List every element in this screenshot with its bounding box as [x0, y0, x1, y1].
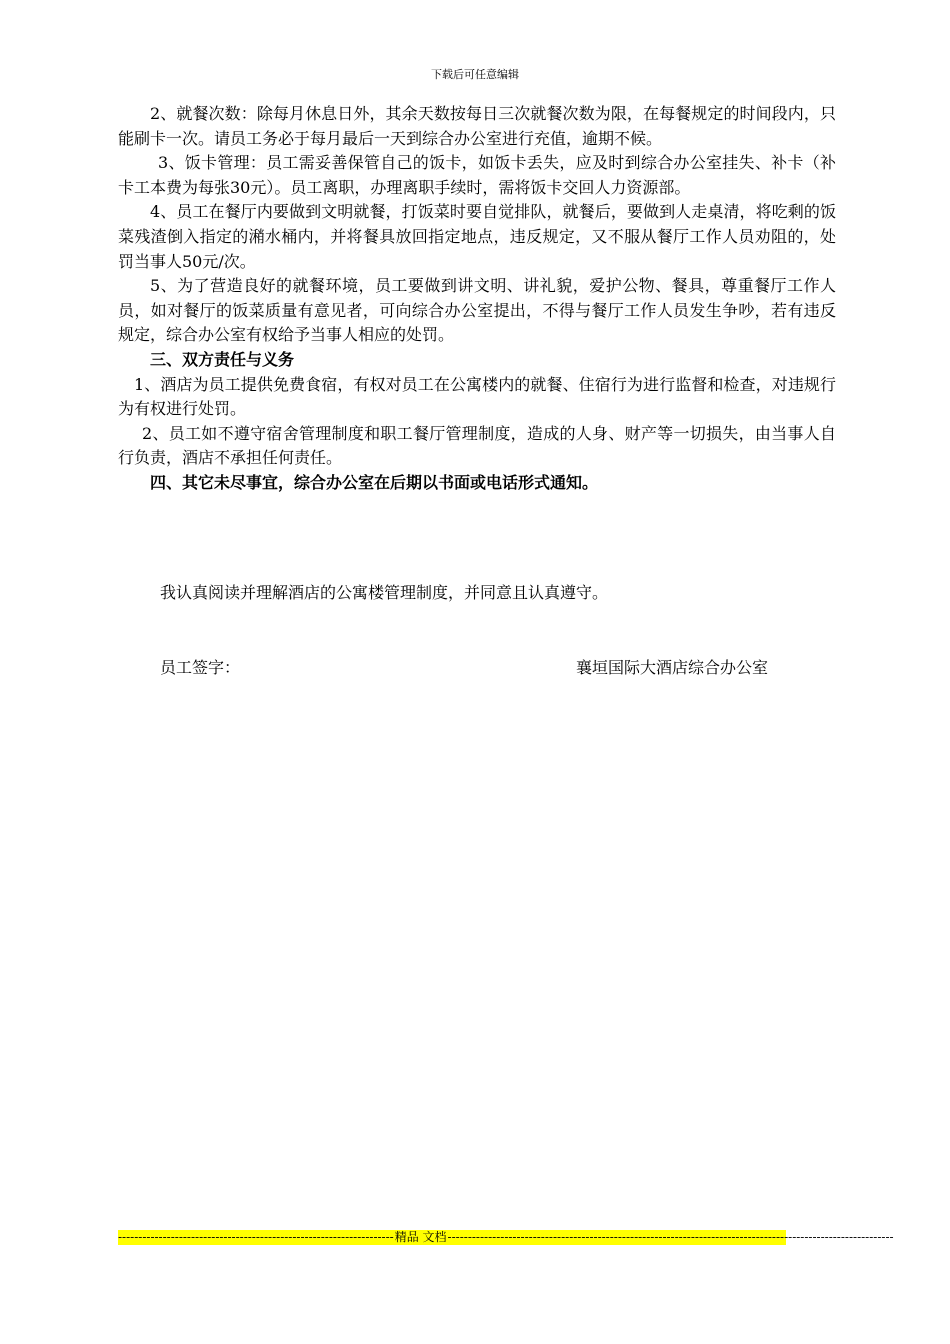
- paragraph-dining-environment: 5、为了营造良好的就餐环境，员工要做到讲文明、讲礼貌，爱护公物、餐具，尊重餐厅工作人员，如对餐厅的饭菜质量有意见者，可向综合办公室提出，不得与餐厅工作人员发生争吵，若有违反规定，综合办公室有权给予当事人相应的处罚。: [118, 276, 836, 345]
- paragraph-employee-duty: 2、员工如不遵守宿舍管理制度和职工餐厅管理制度，造成的人身、财产等一切损失，由当事人自行负责，酒店不承担任何责任。: [118, 423, 836, 468]
- paragraph-dining-conduct: 4、员工在餐厅内要做到文明就餐，打饭菜时要自觉排队，就餐后，要做到人走桌清，将吃剩的饭菜残渣倒入指定的潲水桶内，并将餐具放回指定地点，违反规定，又不服从餐厅工作人员劝阻的，处罚当事人50元/次。: [118, 202, 836, 271]
- paragraph-meal-count: 2、就餐次数：除每月休息日外，其余天数按每日三次就餐次数为限，在每餐规定的时间段内，只能刷卡一次。请员工务必于每月最后一天到综合办公室进行充值，逾期不候。: [118, 104, 836, 148]
- section-heading-other: 四、其它未尽事宜，综合办公室在后期以书面或电话形式通知。: [150, 472, 599, 492]
- document-body: [118, 102, 836, 496]
- footer-right-dashes: --------------------------------------------------------------------------------------------------------------: [447, 1230, 894, 1244]
- issuing-office: 襄垣国际大酒店综合办公室: [576, 658, 769, 677]
- paragraph-meal-card: 3、饭卡管理：员工需妥善保管自己的饭卡，如饭卡丢失，应及时到综合办公室挂失、补卡（补卡工本费为每张30元）。员工离职，办理离职手续时，需将饭卡交回人力资源部。: [118, 153, 836, 197]
- footer-label: 精品 文档: [394, 1230, 447, 1244]
- footer-left-dashes: --------------------------------------------------------------------: [118, 1230, 394, 1244]
- employee-signature-label: 员工签字：: [160, 658, 241, 677]
- paragraph-hotel-duty: 1、酒店为员工提供免费食宿，有权对员工在公寓楼内的就餐、住宿行为进行监督和检查，对违规行为有权进行处罚。: [118, 374, 836, 419]
- page-header: 下载后可任意编辑: [431, 68, 519, 81]
- page-footer: [118, 1230, 894, 1245]
- section-heading-responsibilities: 三、双方责任与义务: [150, 349, 295, 369]
- agreement-statement: 我认真阅读并理解酒店的公寓楼管理制度，并同意且认真遵守。: [160, 583, 609, 602]
